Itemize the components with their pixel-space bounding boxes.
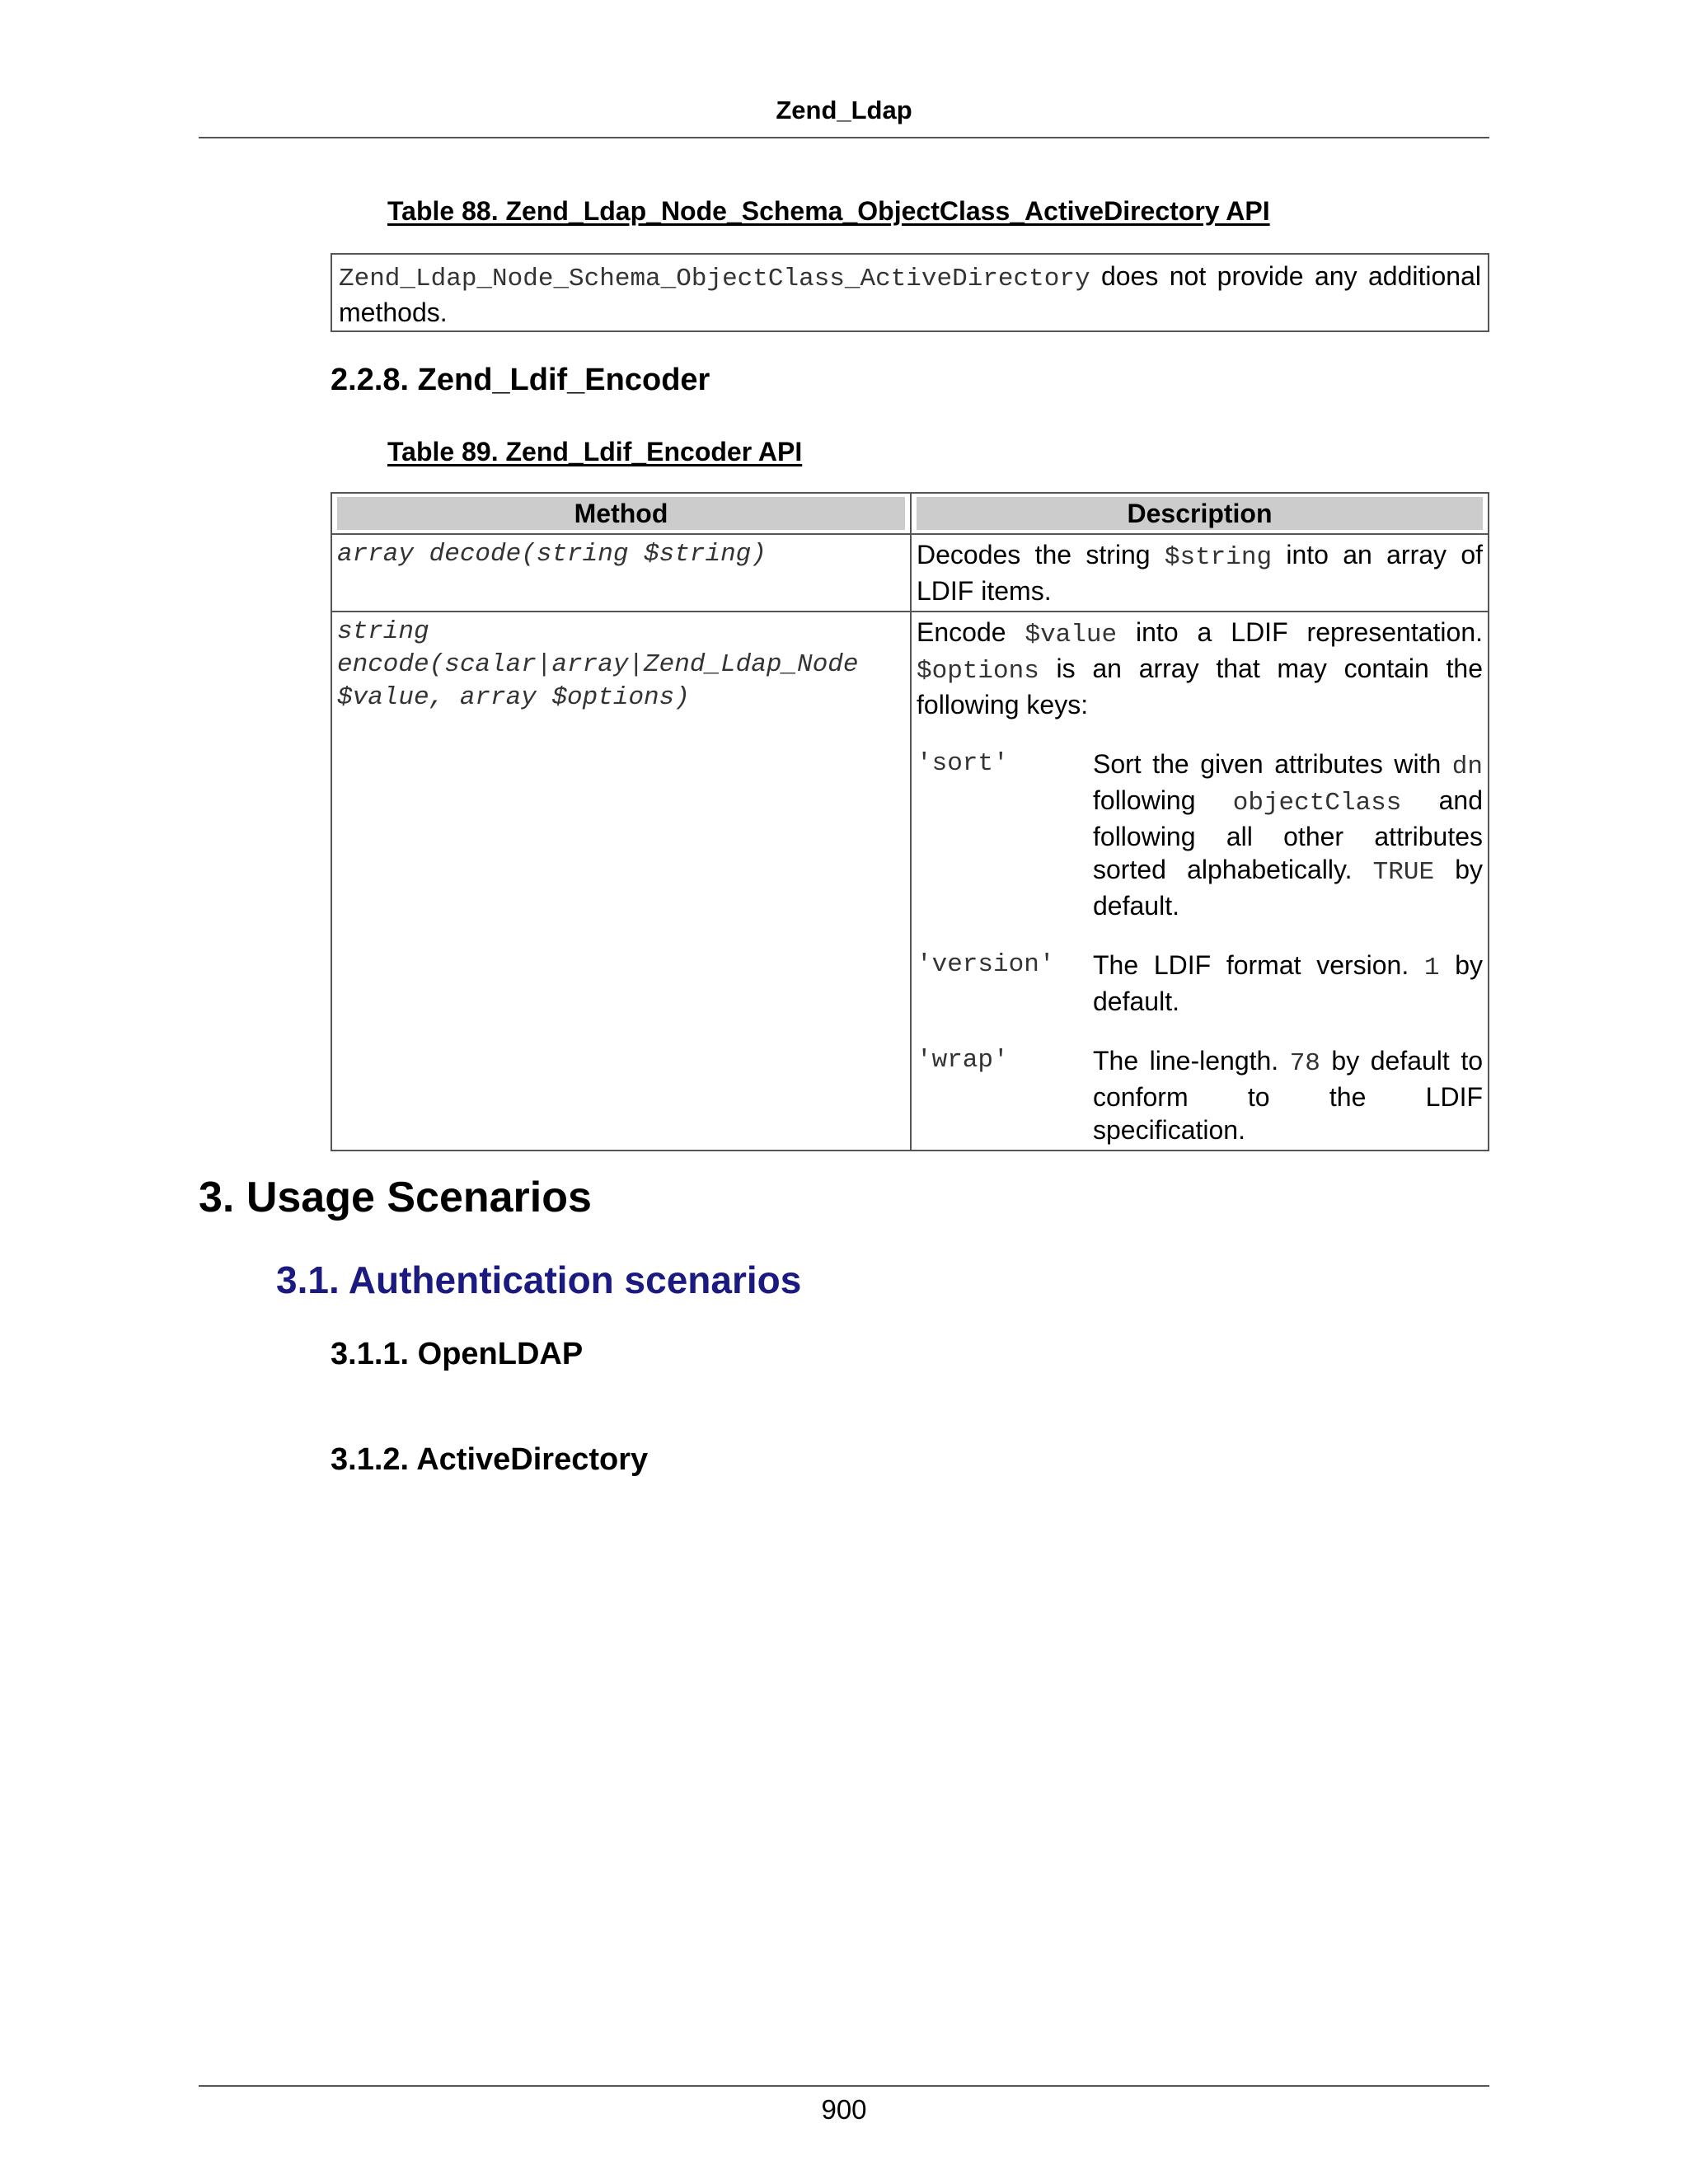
opt-text: by default. (1093, 950, 1484, 1016)
option-key: 'wrap' (917, 1046, 1009, 1075)
desc-code: $options (917, 657, 1039, 686)
desc-text: is an array that may contain the following keys: (917, 654, 1483, 719)
option-version (917, 949, 1483, 1018)
opt-code: dn (1451, 752, 1483, 781)
opt-text: The line-length. (1093, 1046, 1290, 1076)
method-header-cell (331, 493, 911, 534)
desc-text: into a LDIF representation. (1117, 617, 1484, 647)
footer-rule (199, 2085, 1489, 2087)
method-encode: string encode(scalar|array|Zend_Ldap_Node $value, array $options) (331, 612, 911, 1151)
table-88-caption: Table 88. Zend_Ldap_Node_Schema_ObjectClass_ActiveDirectory API (387, 196, 1270, 226)
description-encode (911, 612, 1489, 1151)
section-3-1-2-heading: 3.1.2. ActiveDirectory (331, 1442, 649, 1477)
running-header: Zend_Ldap (776, 96, 912, 124)
description-decode (911, 534, 1489, 612)
opt-code: TRUE (1372, 858, 1435, 887)
opt-text: Sort the given attributes with (1093, 749, 1452, 779)
table-row (331, 612, 1489, 1151)
encode-intro (917, 616, 1483, 721)
option-description (1093, 949, 1483, 1018)
opt-text: and following all other attributes sorted alphabetically. (1093, 785, 1484, 884)
table-88-class-name: Zend_Ldap_Node_Schema_ObjectClass_ActiveDirectory (339, 265, 1090, 293)
option-description (1093, 748, 1483, 922)
desc-text: Encode (917, 617, 1025, 647)
desc-code: $string (1164, 543, 1273, 572)
option-wrap (917, 1044, 1483, 1146)
section-2-2-8-heading: 2.2.8. Zend_Ldif_Encoder (331, 363, 710, 397)
option-key: 'version' (917, 950, 1055, 979)
page-number: 900 (821, 2094, 867, 2125)
option-sort (917, 748, 1483, 922)
table-89-caption: Table 89. Zend_Ldif_Encoder API (387, 437, 803, 466)
desc-text: into an array of LDIF items. (917, 540, 1484, 606)
table-88 (331, 253, 1489, 332)
section-3-heading: 3. Usage Scenarios (199, 1174, 592, 1221)
description-header: Description (917, 497, 1483, 530)
header-rule (199, 137, 1489, 138)
desc-text: Decodes the string (917, 540, 1165, 569)
opt-code: 1 (1423, 954, 1440, 982)
opt-text: The LDIF format version. (1093, 950, 1424, 980)
table-header-row (331, 493, 1489, 534)
table-89 (331, 492, 1489, 1151)
option-key: 'sort' (917, 749, 1009, 778)
method-header: Method (337, 497, 905, 530)
option-list (917, 748, 1483, 1146)
opt-code: objectClass (1232, 789, 1402, 818)
description-header-cell (911, 493, 1489, 534)
section-3-1-1-heading: 3.1.1. OpenLDAP (331, 1337, 584, 1371)
opt-text: following (1093, 785, 1233, 815)
opt-code: 78 (1289, 1049, 1320, 1078)
method-decode: array decode(string $string) (331, 534, 911, 612)
opt-text: by default to conform to the LDIF specification. (1093, 1046, 1484, 1145)
opt-text: by default. (1093, 855, 1483, 921)
desc-code: $value (1025, 621, 1118, 649)
section-3-1-heading: 3.1. Authentication scenarios (276, 1258, 802, 1301)
option-description (1093, 1044, 1483, 1146)
table-row (331, 534, 1489, 612)
table-88-text: does not provide any additional methods. (339, 261, 1481, 327)
